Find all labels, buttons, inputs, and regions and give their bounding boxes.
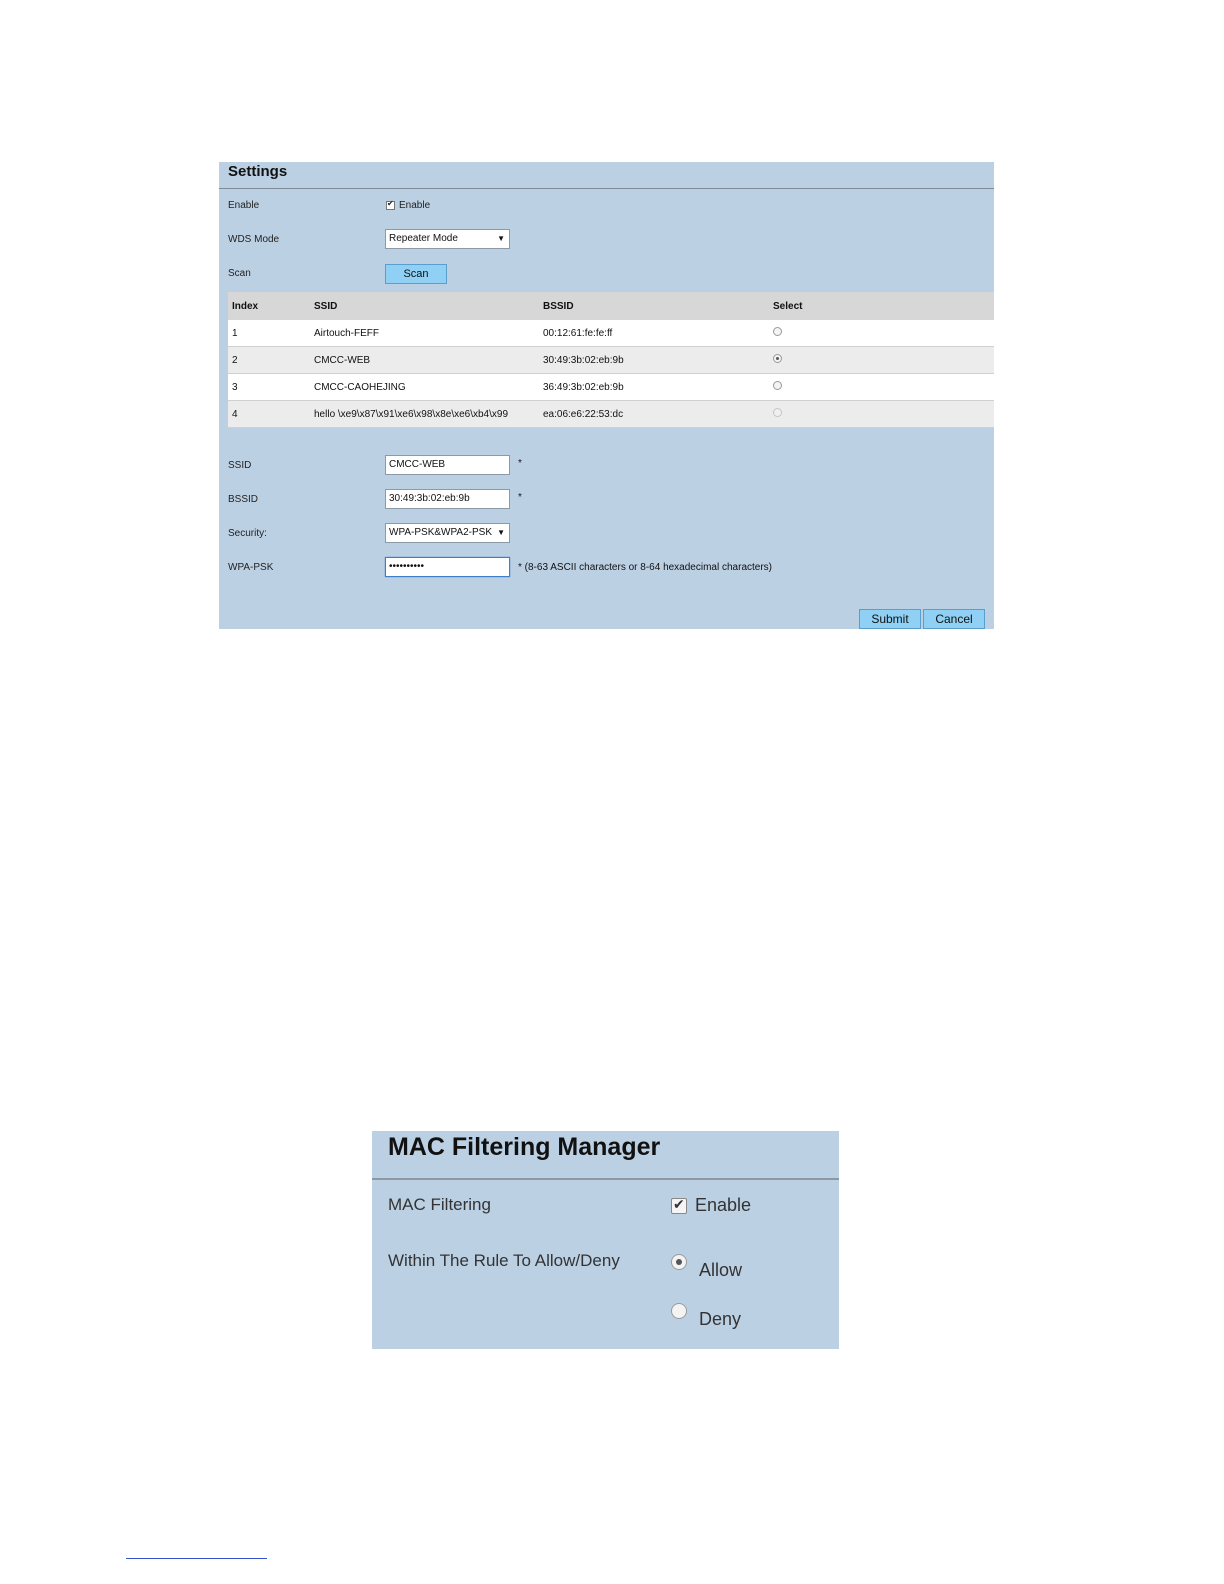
wpa-psk-hint: * (8-63 ASCII characters or 8-64 hexadecimal characters) [518,562,772,573]
table-row [228,374,994,401]
mac-filtering-title: MAC Filtering Manager [388,1133,661,1161]
title-divider [372,1178,839,1180]
deny-label: Deny [699,1309,742,1329]
wpa-psk-label: WPA-PSK [228,562,274,573]
table-header-row [228,292,994,320]
security-label: Security: [228,528,267,539]
row-select-radio[interactable] [773,354,782,363]
header-index: Index [228,292,310,320]
row-select-radio[interactable] [773,381,782,390]
scan-results-table [228,292,994,428]
security-select[interactable] [385,523,510,543]
row-index: 3 [228,374,310,401]
footnote-separator [126,1558,267,1559]
bssid-label: BSSID [228,494,259,505]
header-bssid: BSSID [539,292,769,320]
row-select-cell [769,401,994,428]
dropdown-arrow-icon: ▼ [497,528,505,537]
table-row [228,347,994,374]
security-value: WPA-PSK&WPA2-PSK [389,527,492,538]
mac-filtering-enable-checkbox[interactable] [671,1198,687,1214]
row-select-cell [769,320,994,347]
ssid-label: SSID [228,460,252,471]
row-select-cell [769,374,994,401]
wpa-psk-input[interactable]: •••••••••• [385,557,510,577]
enable-label: Enable [228,200,260,211]
row-bssid: 30:49:3b:02:eb:9b [539,347,769,374]
row-select-cell [769,347,994,374]
row-bssid: 00:12:61:fe:fe:ff [539,320,769,347]
bssid-input[interactable]: 30:49:3b:02:eb:9b [385,489,510,509]
deny-radio[interactable] [671,1303,687,1319]
row-bssid: 36:49:3b:02:eb:9b [539,374,769,401]
table-row [228,320,994,347]
mac-filtering-enable-label: Enable [695,1195,752,1215]
rule-label: Within The Rule To Allow/Deny [388,1251,620,1270]
enable-checkbox-label: Enable [399,200,431,211]
wds-mode-select[interactable] [385,229,510,249]
settings-panel [219,162,994,629]
mac-filtering-label: MAC Filtering [388,1195,491,1214]
allow-radio[interactable] [671,1254,687,1270]
ssid-input[interactable]: CMCC-WEB [385,455,510,475]
cancel-button[interactable]: Cancel [923,609,985,629]
ssid-required-mark: * [518,458,522,469]
mac-filtering-panel [372,1131,839,1349]
header-select: Select [769,292,994,320]
row-ssid: CMCC-CAOHEJING [310,374,539,401]
header-ssid: SSID [310,292,539,320]
settings-title: Settings [228,163,288,180]
table-row [228,401,994,428]
row-select-radio[interactable] [773,327,782,336]
row-ssid: Airtouch-FEFF [310,320,539,347]
row-index: 1 [228,320,310,347]
scan-label: Scan [228,268,251,279]
bssid-required-mark: * [518,492,522,503]
allow-label: Allow [699,1260,743,1280]
dropdown-arrow-icon: ▼ [497,234,505,243]
row-ssid: CMCC-WEB [310,347,539,374]
enable-checkbox[interactable] [386,201,395,210]
row-ssid: hello \xe9\x87\x91\xe6\x98\x8e\xe6\xb4\x99 [310,401,539,428]
title-divider [219,188,994,189]
scan-button[interactable]: Scan [385,264,447,284]
row-index: 4 [228,401,310,428]
row-index: 2 [228,347,310,374]
wds-mode-value: Repeater Mode [389,233,458,244]
submit-button[interactable]: Submit [859,609,921,629]
row-bssid: ea:06:e6:22:53:dc [539,401,769,428]
row-select-radio[interactable] [773,408,782,417]
wds-mode-label: WDS Mode [228,234,280,245]
